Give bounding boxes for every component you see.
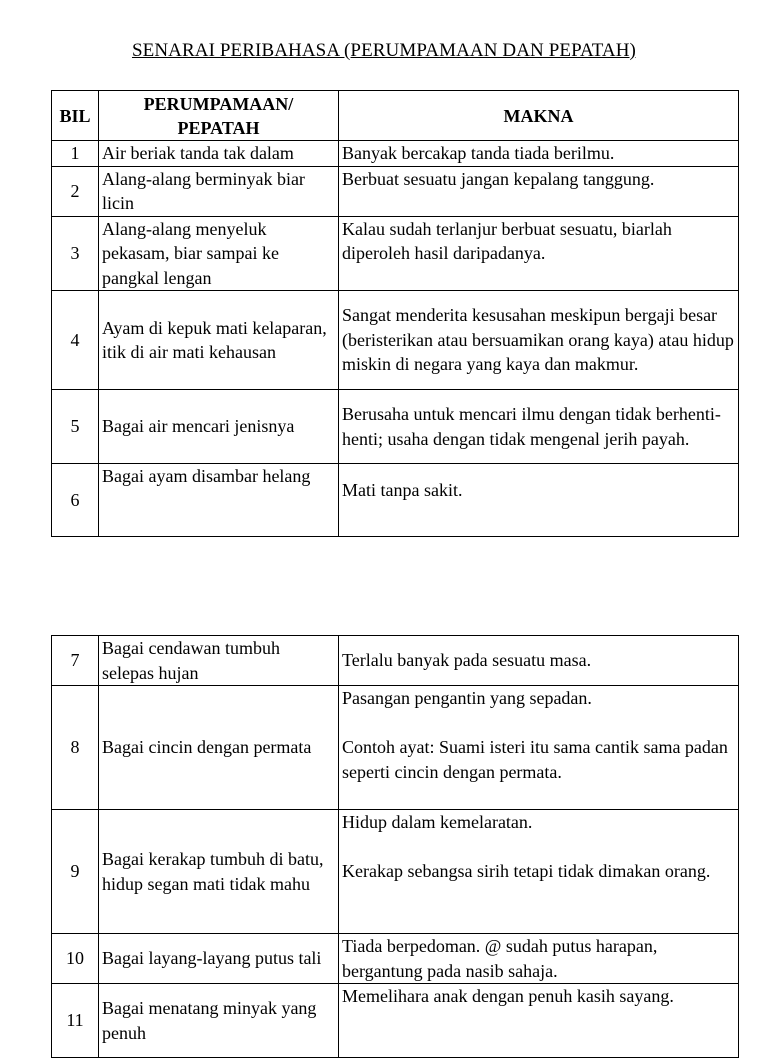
- row-makna: Memelihara anak dengan penuh kasih sayang.: [339, 984, 739, 1058]
- makna-line: Hidup dalam kemelaratan.: [342, 812, 533, 832]
- row-makna: Tiada berpedoman. @ sudah putus harapan, bergantung pada nasib sahaja.: [339, 934, 739, 984]
- row-perumpamaan: Bagai cincin dengan permata: [99, 686, 339, 810]
- row-perumpamaan: Bagai layang-layang putus tali: [99, 934, 339, 984]
- table-row: [52, 141, 739, 167]
- row-perumpamaan: Bagai air mencari jenisnya: [99, 390, 339, 464]
- row-number: 4: [52, 291, 99, 390]
- table-row: [52, 216, 739, 291]
- row-number: 10: [52, 934, 99, 984]
- row-makna: Banyak bercakap tanda tiada berilmu.: [339, 141, 739, 167]
- proverb-table-1: [51, 90, 739, 537]
- row-number: 6: [52, 464, 99, 537]
- table-row: [52, 810, 739, 934]
- row-perumpamaan: Bagai ayam disambar helang: [99, 464, 339, 537]
- table-header-row: [52, 91, 739, 141]
- header-perumpamaan: PERUMPAMAAN/ PEPATAH: [99, 91, 339, 141]
- page-title: SENARAI PERIBAHASA (PERUMPAMAAN DAN PEPATAH): [131, 40, 636, 61]
- row-makna: [339, 686, 739, 810]
- row-number: 9: [52, 810, 99, 934]
- row-makna: Berbuat sesuatu jangan kepalang tanggung.: [339, 166, 739, 216]
- makna-note: Kerakap sebangsa sirih tetapi tidak dimakan orang.: [342, 861, 711, 881]
- row-makna: Berusaha untuk mencari ilmu dengan tidak berhenti-henti; usaha dengan tidak mengenal jerih payah.: [339, 390, 739, 464]
- row-perumpamaan: Air beriak tanda tak dalam: [99, 141, 339, 167]
- table-row: [52, 464, 739, 537]
- row-perumpamaan: Bagai kerakap tumbuh di batu, hidup segan mati tidak mahu: [99, 810, 339, 934]
- header-bil: BIL: [52, 91, 99, 141]
- row-number: 11: [52, 984, 99, 1058]
- row-perumpamaan: Bagai cendawan tumbuh selepas hujan: [99, 636, 339, 686]
- row-number: 3: [52, 216, 99, 291]
- row-perumpamaan: Bagai menatang minyak yang penuh: [99, 984, 339, 1058]
- table-row: [52, 984, 739, 1058]
- table-row: [52, 291, 739, 390]
- row-perumpamaan: Alang-alang menyeluk pekasam, biar sampai ke pangkal lengan: [99, 216, 339, 291]
- row-perumpamaan: Ayam di kepuk mati kelaparan, itik di air mati kehausan: [99, 291, 339, 390]
- proverb-table-2: [51, 635, 739, 1058]
- row-number: 2: [52, 166, 99, 216]
- table-row: [52, 686, 739, 810]
- row-perumpamaan: Alang-alang berminyak biar licin: [99, 166, 339, 216]
- table-row: [52, 934, 739, 984]
- table-row: [52, 636, 739, 686]
- row-number: 7: [52, 636, 99, 686]
- row-makna: [339, 810, 739, 934]
- row-makna: Kalau sudah terlanjur berbuat sesuatu, biarlah diperoleh hasil daripadanya.: [339, 216, 739, 291]
- makna-example: Contoh ayat: Suami isteri itu sama cantik sama padan seperti cincin dengan permata.: [342, 737, 728, 782]
- row-number: 8: [52, 686, 99, 810]
- row-number: 1: [52, 141, 99, 167]
- row-makna: Mati tanpa sakit.: [339, 464, 739, 537]
- table-row: [52, 390, 739, 464]
- row-makna: Sangat menderita kesusahan meskipun bergaji besar (beristerikan atau bersuamikan orang kaya) atau hidup miskin di negara yang kaya dan makmur.: [339, 291, 739, 390]
- makna-line: Pasangan pengantin yang sepadan.: [342, 688, 592, 708]
- row-makna: Terlalu banyak pada sesuatu masa.: [339, 636, 739, 686]
- table-row: [52, 166, 739, 216]
- header-makna: MAKNA: [339, 91, 739, 141]
- row-number: 5: [52, 390, 99, 464]
